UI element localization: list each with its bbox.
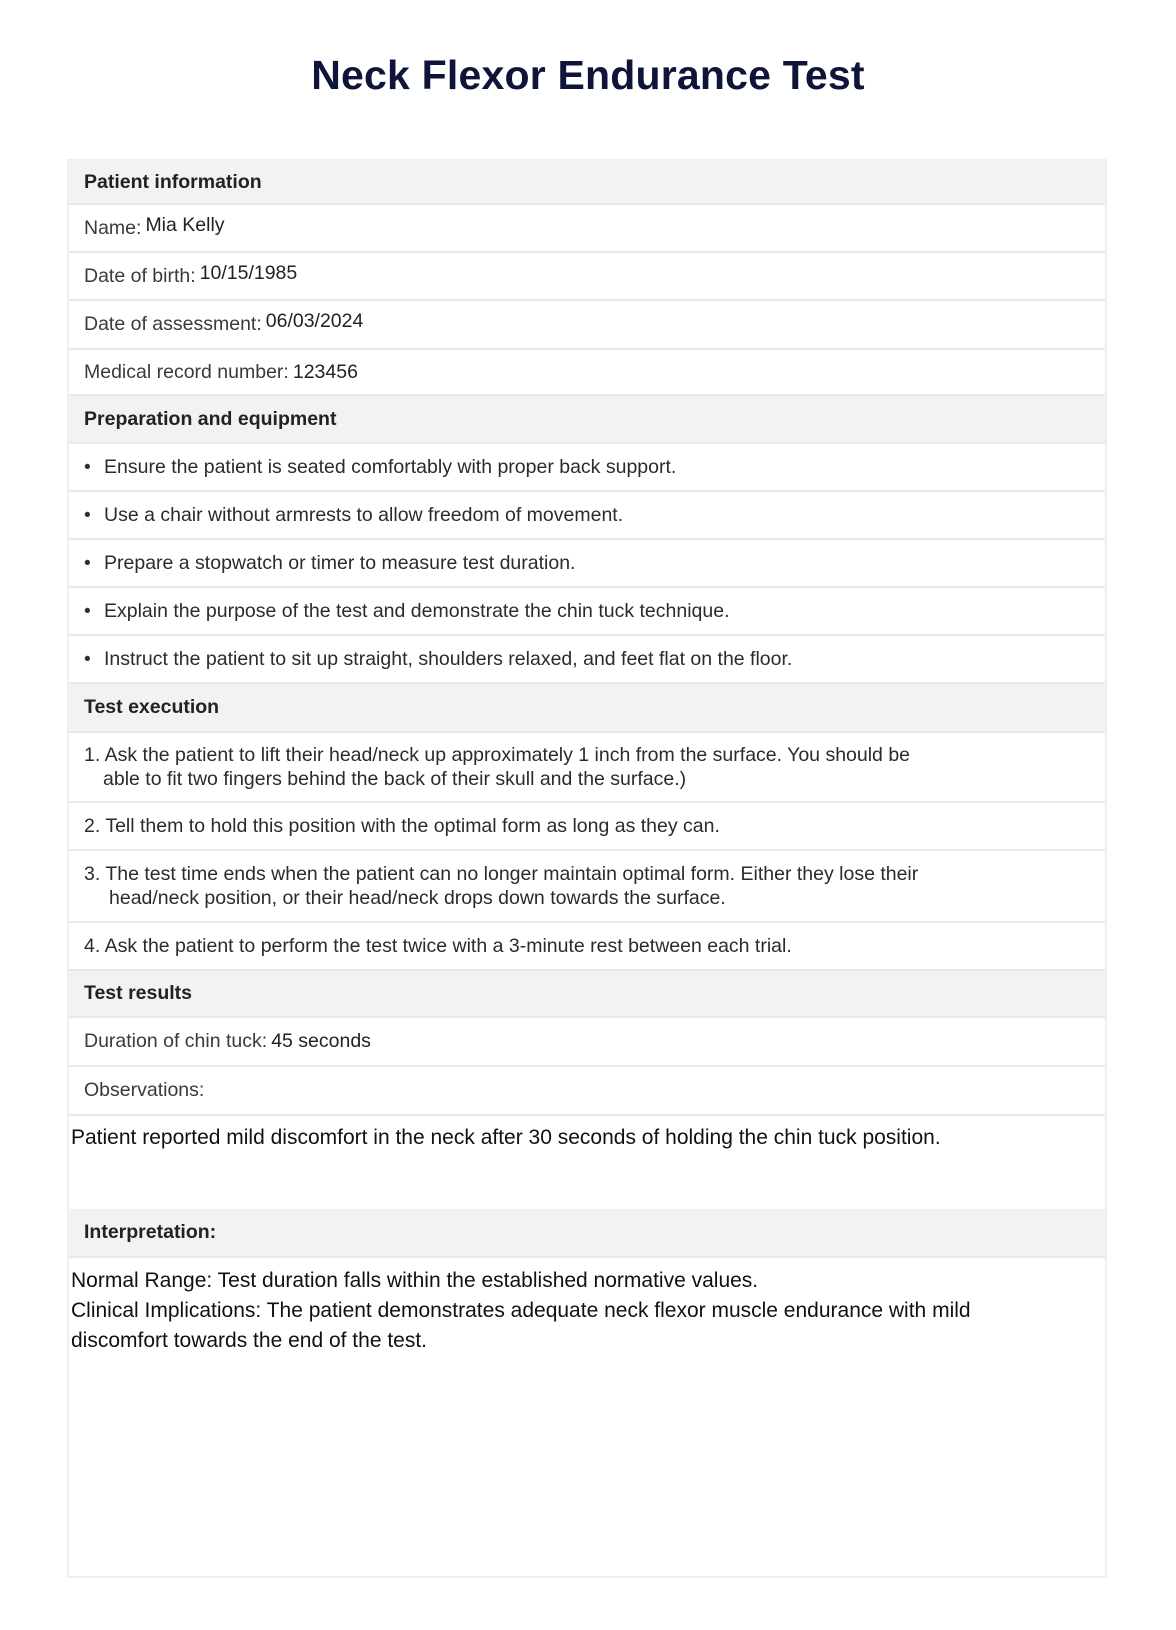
step-text: 1. Ask the patient to lift their head/neck up approximately 1 inch from the surface. You should be [84,744,911,766]
step-text: 2. Tell them to hold this position with the optimal form as long as they can. [84,814,720,837]
page-title: Neck Flexor Endurance Test [311,52,865,98]
step-text: 4. Ask the patient to perform the test twice with a 3-minute rest between each trial. [84,934,792,957]
section-heading: Test results [84,982,193,1004]
bullet-icon: • [84,503,91,526]
list-item [69,444,1105,492]
section-header-interpretation [69,1209,1105,1258]
bullet-icon: • [84,647,91,670]
section-header-test-results [69,971,1105,1018]
field-value[interactable]: 45 seconds [271,1030,371,1052]
section-header-test-execution [69,684,1105,733]
interpretation-line: Normal Range: Test duration falls within the established normative values. [71,1269,759,1292]
section-header-patient-information [69,161,1105,205]
field-date-of-assessment [69,301,1105,350]
field-label: Medical record number: [84,360,289,383]
field-value[interactable]: 06/03/2024 [265,310,364,332]
interpretation-text[interactable] [71,1266,1095,1356]
bullet-icon: • [84,455,91,478]
list-item-text: Use a chair without armrests to allow freedom of movement. [104,503,624,526]
field-label: Date of birth: [84,264,196,287]
observations-text[interactable]: Patient reported mild discomfort in the neck after 30 seconds of holding the chin tuck position. [71,1126,941,1149]
list-item-text: Instruct the patient to sit up straight, shoulders relaxed, and feet flat on the floor. [104,647,793,670]
step-text-continued: able to fit two fingers behind the back of their skull and the surface.) [103,768,687,790]
bullet-icon: • [84,599,91,622]
field-date-of-birth [69,253,1105,301]
field-observations-label [69,1067,1105,1116]
step-text: 3. The test time ends when the patient can no longer maintain optimal form. Either they lose their [84,863,919,885]
field-value[interactable]: Mia Kelly [145,213,225,236]
interpretation-line: discomfort towards the end of the test. [71,1329,428,1352]
assessment-form [67,159,1107,1578]
list-item-text: Explain the purpose of the test and demonstrate the chin tuck technique. [104,599,730,622]
list-item-text: Ensure the patient is seated comfortably with proper back support. [104,455,677,478]
list-item [69,540,1105,588]
field-label: Date of assessment: [84,313,262,335]
field-value[interactable]: 123456 [292,360,358,383]
field-name [69,205,1105,253]
list-item [69,588,1105,636]
list-item-text: Prepare a stopwatch or timer to measure test duration. [104,551,576,574]
list-item [69,636,1105,684]
section-heading: Preparation and equipment [84,407,337,430]
list-item [69,492,1105,540]
field-duration [69,1018,1105,1067]
step-item [69,851,1105,923]
field-medical-record-number [69,350,1105,396]
section-heading: Test execution [84,696,220,718]
bullet-icon: • [84,551,91,574]
step-item [69,923,1105,971]
step-item [69,803,1105,851]
section-heading: Patient information [84,170,262,193]
section-heading: Interpretation: [84,1221,217,1243]
step-item [69,733,1105,803]
field-label: Duration of chin tuck: [84,1030,268,1052]
field-label: Name: [84,216,142,239]
interpretation-line: Clinical Implications: The patient demonstrates adequate neck flexor muscle endurance with mild [71,1299,971,1322]
section-header-preparation [69,396,1105,444]
step-text-continued: head/neck position, or their head/neck drops down towards the surface. [109,887,726,909]
field-value[interactable]: 10/15/1985 [199,261,298,284]
field-label: Observations: [84,1079,205,1101]
